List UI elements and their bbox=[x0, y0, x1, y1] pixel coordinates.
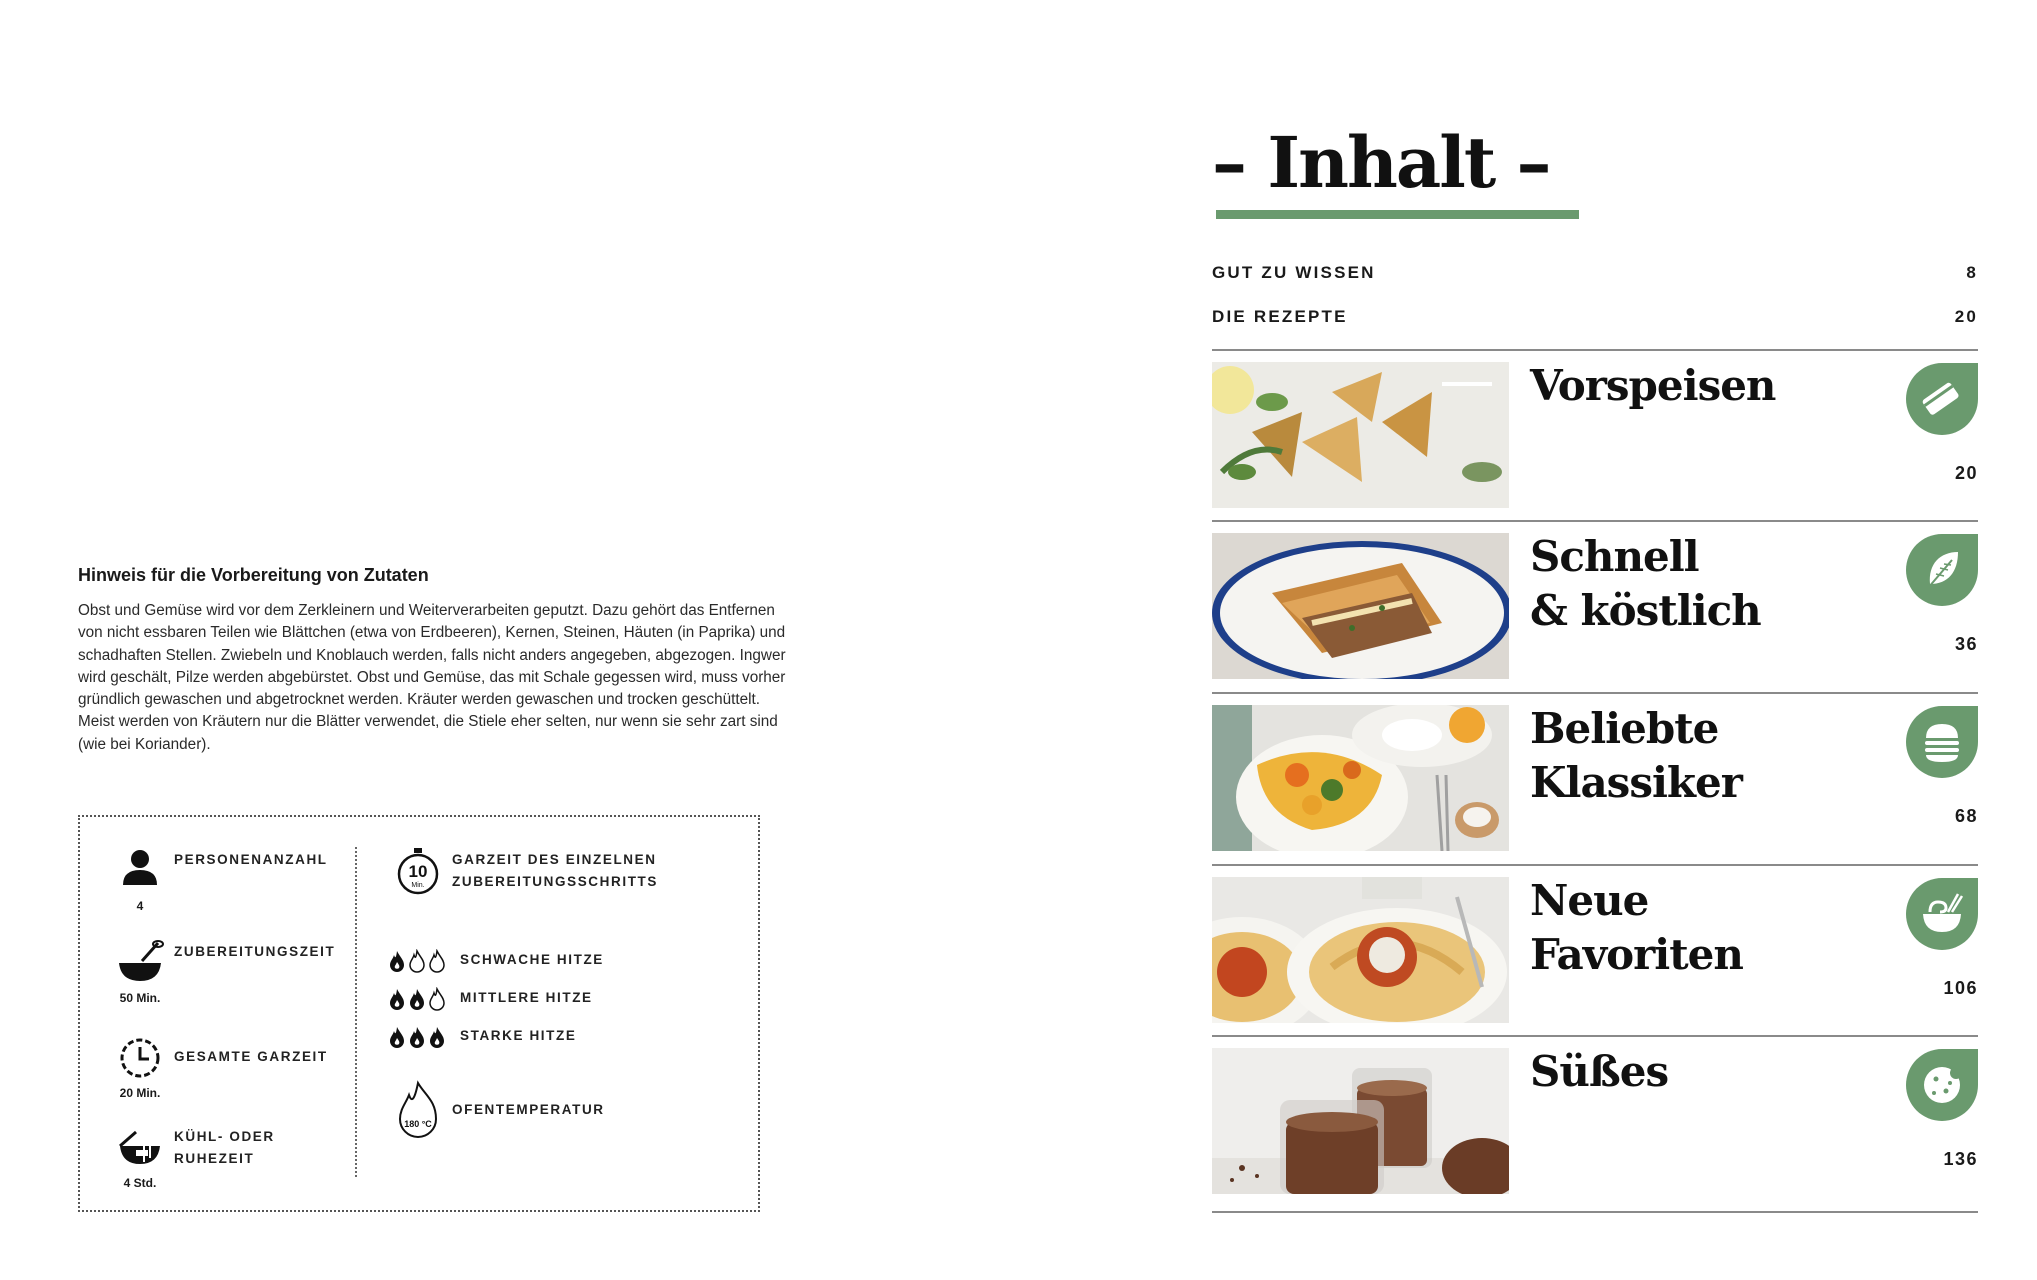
note-body: Obst und Gemüse wird vor dem Zerkleinern und Weiterverarbeiten geputzt. Dazu gehört das Entfernen von nicht essbaren Teilen wie Blättchen (etwa von Erdbeeren), Kernen, Steinen, Häuten (in Paprika) und schadhaften Stellen. Zwiebeln und Knoblauch werden, falls nicht anders angegeben, abgezogen. Ingwer wird geschält, Pilze werden abgebürstet. Obst und Gemüse, das mit Schale gegessen wird, muss vorher gründlich gewaschen und abgetrocknet werden. Kräuter werden gewaschen und trocken geschüttelt. Meist werden von Kräutern nur die Blätter verwendet, die Stiele eher selten, nur wenn sie sehr zart sind (wie bei Koriander). bbox=[78, 602, 786, 753]
persons-value: 4 bbox=[136, 899, 144, 913]
oven-temperature-value: 180 °C bbox=[404, 1119, 432, 1129]
flame-icon bbox=[388, 987, 406, 1011]
prep-time-value: 50 Min. bbox=[119, 991, 161, 1005]
photo-grilled-sandwich bbox=[1212, 533, 1509, 679]
toc-section-suesses[interactable] bbox=[1212, 1035, 1978, 1207]
section-page-number: 68 bbox=[1954, 806, 1978, 826]
section-title: Beliebte Klassiker bbox=[1530, 704, 1742, 807]
cookie-icon bbox=[1906, 1049, 1978, 1121]
flame-icon bbox=[408, 987, 426, 1011]
toc-entry-label: GUT ZU WISSEN bbox=[1212, 263, 1376, 282]
photo-chocolate-mousse bbox=[1212, 1048, 1509, 1194]
high-heat-label: STARKE HITZE bbox=[460, 1028, 577, 1043]
section-title: Schnell & köstlich bbox=[1530, 532, 1761, 635]
step-time-label-2: ZUBEREITUNGSSCHRITTS bbox=[452, 874, 659, 889]
timer-icon bbox=[392, 845, 444, 897]
preparation-note bbox=[78, 565, 798, 756]
section-title: Süßes bbox=[1530, 1047, 1669, 1096]
section-divider bbox=[1212, 692, 1978, 694]
toc-section-schnell-koestlich[interactable] bbox=[1212, 520, 1978, 692]
whisk-bowl-icon bbox=[114, 937, 166, 1005]
cooling-bowl-icon bbox=[114, 1122, 166, 1190]
flame-icon bbox=[388, 1025, 406, 1049]
section-title: Vorspeisen bbox=[1530, 361, 1776, 410]
legend-oven-temperature bbox=[392, 1079, 605, 1143]
legend-rest-time bbox=[114, 1122, 275, 1190]
title-underline bbox=[1216, 210, 1579, 219]
toc-entry-page: 20 bbox=[1954, 307, 1978, 326]
flame-icon bbox=[408, 1025, 426, 1049]
rest-time-value: 4 Std. bbox=[123, 1176, 157, 1190]
person-icon bbox=[114, 845, 166, 913]
persons-label: PERSONENANZAHL bbox=[174, 852, 328, 867]
toc-entry-label: DIE REZEPTE bbox=[1212, 307, 1348, 326]
high-heat-flames bbox=[388, 1025, 446, 1049]
toc-entry-gut-zu-wissen[interactable] bbox=[1212, 263, 1978, 283]
step-time-unit: Min. bbox=[411, 882, 425, 889]
section-page-number: 20 bbox=[1954, 463, 1978, 483]
toc-section-vorspeisen[interactable] bbox=[1212, 349, 1978, 521]
section-page-number: 136 bbox=[1943, 1149, 1978, 1169]
legend-persons bbox=[114, 845, 328, 913]
mid-heat-flames bbox=[388, 987, 446, 1011]
legend-prep-time bbox=[114, 937, 336, 1005]
low-heat-label: SCHWACHE HITZE bbox=[460, 952, 604, 967]
legend-low-heat bbox=[388, 947, 604, 973]
toc-entry-page: 8 bbox=[1966, 263, 1978, 282]
step-time-label-1: GARZEIT DES EINZELNEN bbox=[452, 852, 657, 867]
flame-icon bbox=[428, 987, 446, 1011]
section-divider-bottom bbox=[1212, 1211, 1978, 1213]
noodle-bowl-icon bbox=[1906, 878, 1978, 950]
rest-time-label-1: KÜHL- ODER bbox=[174, 1129, 275, 1144]
oven-flame-icon bbox=[392, 1079, 444, 1143]
legend-total-cook-time bbox=[114, 1032, 328, 1100]
flame-icon bbox=[428, 949, 446, 973]
rest-time-label-2: RUHEZEIT bbox=[174, 1151, 255, 1166]
flame-icon bbox=[388, 949, 406, 973]
photo-spring-rolls bbox=[1212, 362, 1509, 508]
toc-section-neue-favoriten[interactable] bbox=[1212, 864, 1978, 1036]
low-heat-flames bbox=[388, 949, 446, 973]
sandwich-icon bbox=[1906, 363, 1978, 435]
photo-curry-rice bbox=[1212, 705, 1509, 851]
burger-icon bbox=[1906, 706, 1978, 778]
section-divider bbox=[1212, 1035, 1978, 1037]
cook-time-value: 20 Min. bbox=[119, 1086, 161, 1100]
section-title: Neue Favoriten bbox=[1530, 876, 1743, 979]
prep-time-label: ZUBEREITUNGSZEIT bbox=[174, 944, 336, 959]
symbol-legend bbox=[78, 815, 760, 1212]
toc-section-beliebte-klassiker[interactable] bbox=[1212, 692, 1978, 864]
clock-icon bbox=[114, 1032, 166, 1100]
step-time-value: 10 bbox=[408, 862, 428, 881]
section-divider bbox=[1212, 864, 1978, 866]
photo-pasta-bolognese bbox=[1212, 877, 1509, 1023]
legend-mid-heat bbox=[388, 985, 593, 1011]
legend-step-time bbox=[392, 845, 658, 897]
page-title: – Inhalt – bbox=[1212, 121, 1550, 204]
section-divider bbox=[1212, 349, 1978, 351]
legend-divider bbox=[355, 847, 357, 1177]
mid-heat-label: MITTLERE HITZE bbox=[460, 990, 593, 1005]
flame-icon bbox=[428, 1025, 446, 1049]
leaf-icon bbox=[1906, 534, 1978, 606]
legend-high-heat bbox=[388, 1023, 576, 1049]
oven-temperature-label: OFENTEMPERATUR bbox=[452, 1102, 605, 1117]
flame-icon bbox=[408, 949, 426, 973]
section-page-number: 36 bbox=[1954, 634, 1978, 654]
cook-time-label: GESAMTE GARZEIT bbox=[174, 1049, 328, 1064]
section-divider bbox=[1212, 520, 1978, 522]
note-title: Hinweis für die Vorbereitung von Zutaten bbox=[78, 565, 429, 585]
section-page-number: 106 bbox=[1943, 978, 1978, 998]
toc-entry-die-rezepte[interactable] bbox=[1212, 307, 1978, 327]
